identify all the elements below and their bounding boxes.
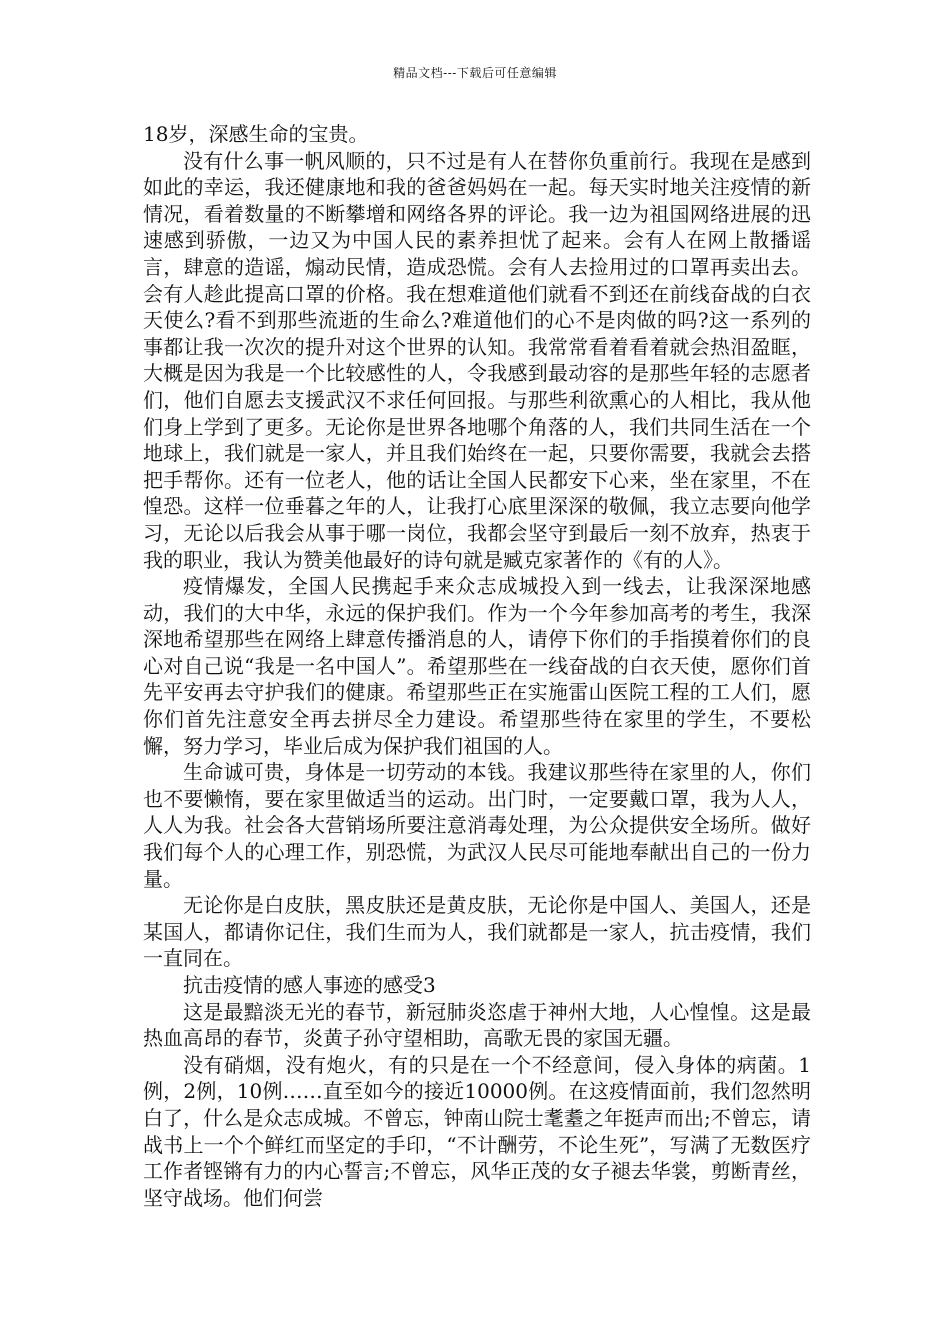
paragraph-3: 生命诚可贵，身体是一切劳动的本钱。我建议那些待在家里的人，你们也不要懒惰，要在家里做适当的运动。出门时，一定要戴口罩，我为人人，人人为我。社会各大营销场所要注意消毒处理，为公众提供安全场所。做好我们每个人的心理工作，别恐慌，为武汉人民尽可能地奉献出自己的一份力量。 (143, 760, 811, 891)
paragraph-0: 18岁，深感生命的宝贵。 (143, 122, 369, 146)
page-header: 精品文档---下载后可任意编辑 (393, 66, 557, 80)
section-heading: 抗击疫情的感人事迹的感受3 (183, 973, 436, 997)
paragraph-7: 没有硝烟，没有炮火，有的只是在一个不经意间，侵入身体的病菌。1例，2例，10例……直至如今的接近10000例。在这疫情面前，我们忽然明白了，什么是众志成城。不曾忘，钟南山院士耄耋之年挺声而出;不曾忘，请战书上一个个鲜红而坚定的手印，“不计酬劳，不论生死”，写满了无数医疗工作者铿锵有力的内心誓言;不曾忘，风华正茂的女子褪去华裳，剪断青丝，坚守战场。他们何尝 (143, 1052, 811, 1210)
paragraph-2: 疫情爆发，全国人民携起手来众志成城投入到一线去，让我深深地感动，我们的大中华，永远的保护我们。作为一个今年参加高考的考生，我深深地希望那些在网络上肆意传播消息的人，请停下你们的手指摸着你们的良心对自己说“我是一名中国人”。希望那些在一线奋战的白衣天使，愿你们首先平安再去守护我们的健康。希望那些正在实施雷山医院工程的工人们，愿你们首先注意安全再去拼尽全力建设。希望那些待在家里的学生，不要松懈，努力学习，毕业后成为保护我们祖国的人。 (143, 574, 811, 758)
document-body (143, 121, 811, 1211)
paragraph-4: 无论你是白皮肤，黑皮肤还是黄皮肤，无论你是中国人、美国人，还是某国人，都请你记住，我们生而为人，我们就都是一家人，抗击疫情，我们一直同在。 (143, 893, 811, 971)
paragraph-1: 没有什么事一帆风顺的，只不过是有人在替你负重前行。我现在是感到如此的幸运，我还健康地和我的爸爸妈妈在一起。每天实时地关注疫情的新情况，看着数量的不断攀增和网络各界的评论。我一边为祖国网络进展的迅速感到骄傲，一边又为中国人民的素养担忧了起来。会有人在网上散播谣言，肆意的造谣，煽动民情，造成恐慌。会有人去捡用过的口罩再卖出去。会有人趁此提高口罩的价格。我在想难道他们就看不到还在前线奋战的白衣天使么?看不到那些流逝的生命么?难道他们的心不是肉做的吗?这一系列的事都让我一次次的提升对这个世界的认知。我常常看着看着就会热泪盈眶，大概是因为我是一个比较感性的人，令我感到最动容的是那些年轻的志愿者们，他们自愿去支援武汉不求任何回报。与那些利欲熏心的人相比，我从他们身上学到了更多。无论你是世界各地哪个角落的人，我们共同生活在一个地球上，我们就是一家人，并且我们始终在一起，只要你需要，我就会去搭把手帮你。还有一位老人，他的话让全国人民都安下心来，坐在家里，不在惶恐。这样一位垂暮之年的人，让我打心底里深深的敬佩，我立志要向他学习，无论以后我会从事于哪一岗位，我都会坚守到最后一刻不放弃，热衷于我的职业，我认为赞美他最好的诗句就是臧克家著作的《有的人》。 (143, 148, 811, 572)
paragraph-6: 这是最黯淡无光的春节，新冠肺炎恣虐于神州大地，人心惶惶。这是最热血高昂的春节，炎黄子孙守望相助，高歌无畏的家国无疆。 (143, 999, 811, 1051)
